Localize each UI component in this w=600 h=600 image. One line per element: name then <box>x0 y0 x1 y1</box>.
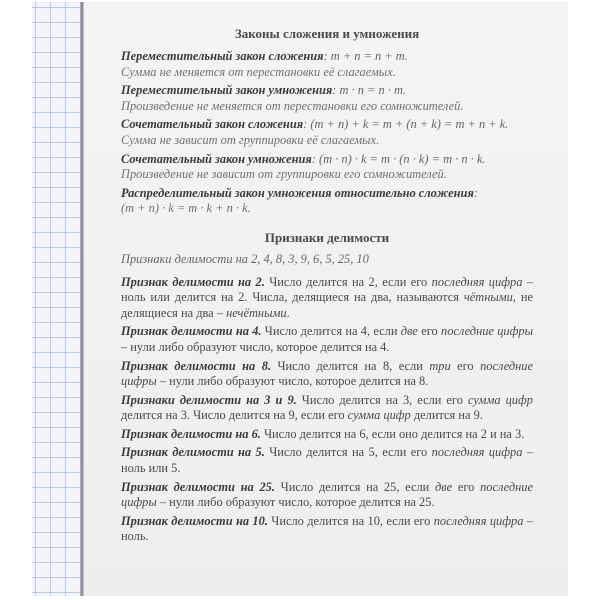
rule-item <box>121 514 533 545</box>
law-formula: : <box>473 185 478 200</box>
law-description: Сумма не зависит от группировки её слагаемых. <box>121 132 380 147</box>
rule-item <box>121 359 533 390</box>
rule-name: Признак делимости на 2. <box>121 274 265 289</box>
rule-emphasis: последняя цифра <box>431 445 523 460</box>
law-item <box>121 152 533 183</box>
rule-text: делится на 9. <box>410 408 483 423</box>
law-name: Распределительный закон умножения относительно сложения <box>121 185 474 200</box>
rule-emphasis: последние цифры <box>121 358 533 389</box>
rule-text: его <box>452 479 481 494</box>
law-name: Сочетательный закон сложения <box>121 117 304 132</box>
rule-item <box>121 427 533 443</box>
section-title-divisibility: Признаки делимости <box>264 229 390 245</box>
rule-emphasis: три <box>429 358 451 373</box>
rule-emphasis: сумма цифр <box>347 408 411 423</box>
section-subtitle: Признаки делимости на 2, 4, 8, 3, 9, 6, 5, 25, 10 <box>121 251 369 266</box>
rule-name: Признаки делимости на 3 и 9. <box>121 392 297 407</box>
rule-item <box>121 445 533 476</box>
rule-text: – ноль или 5. <box>121 445 533 476</box>
rule-text: его <box>417 324 442 339</box>
law-description: Произведение не зависит от группировки его сомножителей. <box>121 167 447 182</box>
rule-item <box>121 480 533 511</box>
rule-item <box>121 393 533 424</box>
law-formula: : (m + n) + k = m + (n + k) = m + n + k. <box>303 117 509 132</box>
law-item <box>121 117 533 148</box>
law-item <box>121 49 533 80</box>
rule-text: – ноль. <box>121 513 533 544</box>
rule-text: Число делится на 2, если его <box>264 274 432 289</box>
rule-text: Число делится на 10, если его <box>267 513 434 528</box>
rule-text: – нули либо образуют число, которое делится на 8. <box>156 374 429 389</box>
rule-text: – ноль или делится на 2. Числа, делящиеся на два, называются <box>121 274 533 305</box>
rule-item <box>121 324 533 355</box>
rule-text: – нули либо образуют число, которое делится на 4. <box>121 339 390 354</box>
rule-emphasis: нечётными <box>226 305 287 320</box>
rule-text: Число делится на 8, если <box>271 358 430 373</box>
rule-text: Число делится на 25, если <box>274 479 435 494</box>
rule-text: – нули либо образуют число, которое делится на 25. <box>156 495 435 510</box>
rule-emphasis: две <box>400 324 418 339</box>
law-name: Переместительный закон сложения <box>121 49 324 63</box>
rule-name: Признак делимости на 8. <box>121 358 271 373</box>
page-content <box>121 26 533 548</box>
section-title-laws: Законы сложения и умножения <box>234 26 420 41</box>
rule-name: Признак делимости на 6. <box>121 426 261 441</box>
law-description: (m + n) · k = m · k + n · k. <box>121 201 251 216</box>
rule-emphasis: сумма цифр <box>467 392 533 407</box>
rule-emphasis: последние цифры <box>121 479 533 510</box>
law-formula: : m + n = n + m. <box>323 49 408 63</box>
rule-name: Признак делимости на 5. <box>121 445 265 460</box>
law-formula: : m · n = n · m. <box>332 83 407 98</box>
law-item <box>121 186 533 217</box>
rule-text: , не делящиеся на два – <box>121 290 534 320</box>
rule-item <box>121 275 533 322</box>
law-name: Сочетательный закон умножения <box>121 151 312 166</box>
rule-text: Число делится на 6, если оно делится на 2 и на 3. <box>260 426 525 441</box>
law-description: Произведение не меняется от перестановки его сомножителей. <box>121 98 464 113</box>
rule-emphasis: последняя цифра <box>433 513 524 528</box>
rule-text: Число делится на 5, если его <box>264 445 432 460</box>
law-name: Переместительный закон умножения <box>121 83 333 98</box>
book-page <box>84 2 568 596</box>
rule-text: его <box>450 358 481 373</box>
rule-emphasis: последняя цифра <box>431 274 523 289</box>
law-formula: : (m · n) · k = m · (n · k) = m · n · k. <box>311 151 486 166</box>
rule-emphasis: чётными <box>463 290 513 305</box>
grid-paper <box>32 2 82 596</box>
rule-name: Признак делимости на 25. <box>121 479 275 494</box>
law-description: Сумма не меняется от перестановки её слагаемых. <box>121 64 396 79</box>
rule-text: Число делится на 3, если его <box>296 392 468 407</box>
rule-text: . <box>286 305 290 320</box>
law-item <box>121 83 533 114</box>
rule-name: Признак делимости на 4. <box>121 324 262 339</box>
rule-text: Число делится на 4, если <box>261 324 401 339</box>
rule-emphasis: последние цифры <box>441 324 533 339</box>
rule-text: делится на 3. Число делится на 9, если его <box>121 408 348 423</box>
rule-name: Признак делимости на 10. <box>121 513 268 528</box>
rule-emphasis: две <box>435 479 453 494</box>
